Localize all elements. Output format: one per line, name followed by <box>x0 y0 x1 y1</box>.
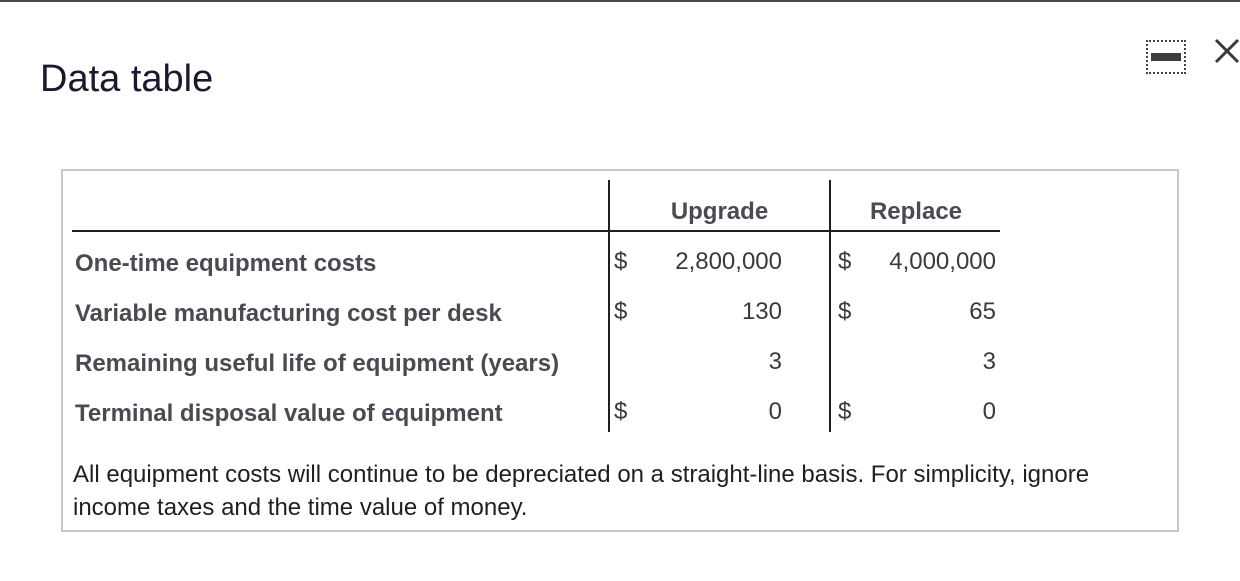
column-divider-upgrade <box>608 180 610 432</box>
minimize-button[interactable] <box>1146 40 1186 74</box>
currency-symbol: $ <box>614 398 628 425</box>
currency-symbol: $ <box>838 248 852 275</box>
replace-value: 0 <box>982 398 996 425</box>
row-label: Variable manufacturing cost per desk <box>75 300 502 327</box>
row-label: Remaining useful life of equipment (years) <box>75 350 560 377</box>
upgrade-value: 3 <box>768 348 782 375</box>
row-label: One-time equipment costs <box>75 250 377 277</box>
currency-symbol: $ <box>838 298 852 325</box>
currency-symbol: $ <box>614 248 628 275</box>
replace-value: 65 <box>969 298 996 325</box>
close-icon <box>1210 34 1240 68</box>
upgrade-value: 2,800,000 <box>675 248 782 275</box>
replace-value: 4,000,000 <box>889 248 996 275</box>
column-divider-replace <box>829 180 831 432</box>
column-header-upgrade: Upgrade <box>670 198 769 225</box>
currency-symbol: $ <box>614 298 628 325</box>
minimize-icon <box>1151 53 1181 61</box>
row-label: Terminal disposal value of equipment <box>75 400 503 427</box>
footnote: All equipment costs will continue to be depreciated on a straight-line basis. For simplicity, ignore income taxes and the time value of money. <box>73 461 1090 521</box>
currency-symbol: $ <box>838 398 852 425</box>
header-rule <box>72 230 1000 232</box>
replace-value: 3 <box>982 348 996 375</box>
top-divider <box>0 0 1240 2</box>
column-header-replace: Replace <box>869 198 963 225</box>
upgrade-value: 130 <box>741 298 782 325</box>
upgrade-value: 0 <box>768 398 782 425</box>
dialog-title: Data table <box>40 58 214 100</box>
close-button[interactable] <box>1210 34 1240 68</box>
